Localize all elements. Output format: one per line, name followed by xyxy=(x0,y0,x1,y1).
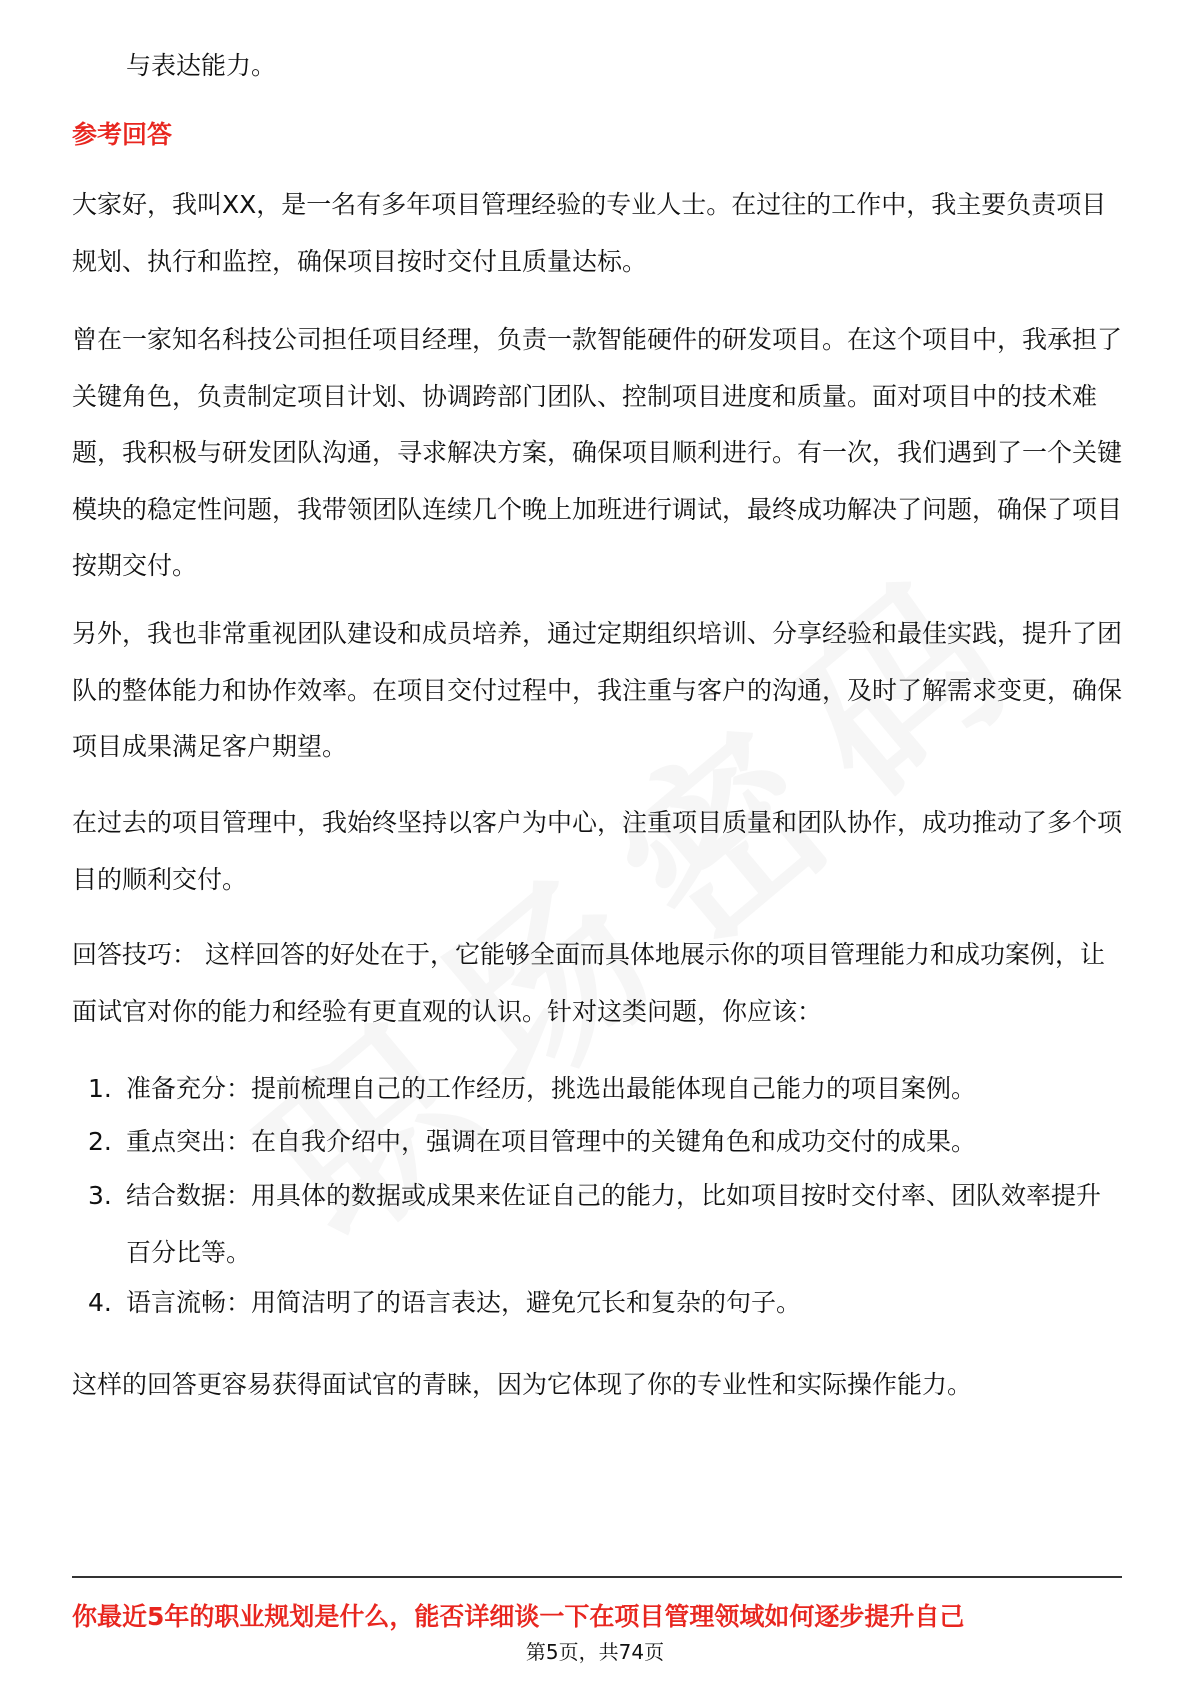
continued-text: 与表达能力。 xyxy=(126,51,277,80)
page-number: 第5页，共74页 xyxy=(525,1640,665,1664)
next-question-heading: 你最近5年的职业规划是什么，能否详细谈一下在项目管理领域如何逐步提升自己 xyxy=(72,1602,965,1631)
paragraph-experience: 曾在一家知名科技公司担任项目经理，负责一款智能硬件的研发项目。在这个项目中，我承担了关键角色，负责制定项目计划、协调跨部门团队、控制项目进度和质量。面对项目中的技术难题，我积极与研发团队沟通，寻求解决方案，确保项目顺利进行。有一次，我们遇到了一个关键模块的稳定性问题，我带领团队连续几个晚上加班进行调试，最终成功解决了问题，确保了项目按期交付。 xyxy=(72,325,1123,580)
list-item xyxy=(88,1061,1122,1118)
section-heading: 参考回答 xyxy=(72,120,173,149)
list-number: 4. xyxy=(88,1288,112,1317)
paragraph-tips-intro: 回答技巧： 这样回答的好处在于，它能够全面而具体地展示你的项目管理能力和成功案例，让面试官对你的能力和经验有更直观的认识。针对这类问题，你应该： xyxy=(72,940,1105,1026)
paragraph-intro: 大家好，我叫XX，是一名有多年项目管理经验的专业人士。在过往的工作中，我主要负责项目规划、执行和监控，确保项目按时交付且质量达标。 xyxy=(72,190,1107,276)
list-number: 3. xyxy=(88,1181,112,1210)
closing-paragraph: 这样的回答更容易获得面试官的青睐，因为它体现了你的专业性和实际操作能力。 xyxy=(72,1370,973,1399)
list-text: 重点突出：在自我介绍中，强调在项目管理中的关键角色和成功交付的成果。 xyxy=(126,1127,977,1156)
paragraph-summary: 在过去的项目管理中，我始终坚持以客户为中心，注重项目质量和团队协作，成功推动了多个项目的顺利交付。 xyxy=(72,808,1123,894)
list-item xyxy=(88,1114,1122,1171)
list-number: 2. xyxy=(88,1127,112,1156)
list-item xyxy=(88,1275,1122,1332)
list-text: 准备充分：提前梳理自己的工作经历，挑选出最能体现自己能力的项目案例。 xyxy=(126,1074,977,1103)
divider xyxy=(72,1576,1122,1578)
list-text: 语言流畅：用简洁明了的语言表达，避免冗长和复杂的句子。 xyxy=(126,1288,802,1317)
list-number: 1. xyxy=(88,1074,112,1103)
list-item xyxy=(88,1168,1122,1281)
paragraph-team: 另外，我也非常重视团队建设和成员培养，通过定期组织培训、分享经验和最佳实践，提升了团队的整体能力和协作效率。在项目交付过程中，我注重与客户的沟通，及时了解需求变更，确保项目成果满足客户期望。 xyxy=(72,619,1123,761)
list-text: 结合数据：用具体的数据或成果来佐证自己的能力，比如项目按时交付率、团队效率提升百分比等。 xyxy=(126,1181,1102,1267)
